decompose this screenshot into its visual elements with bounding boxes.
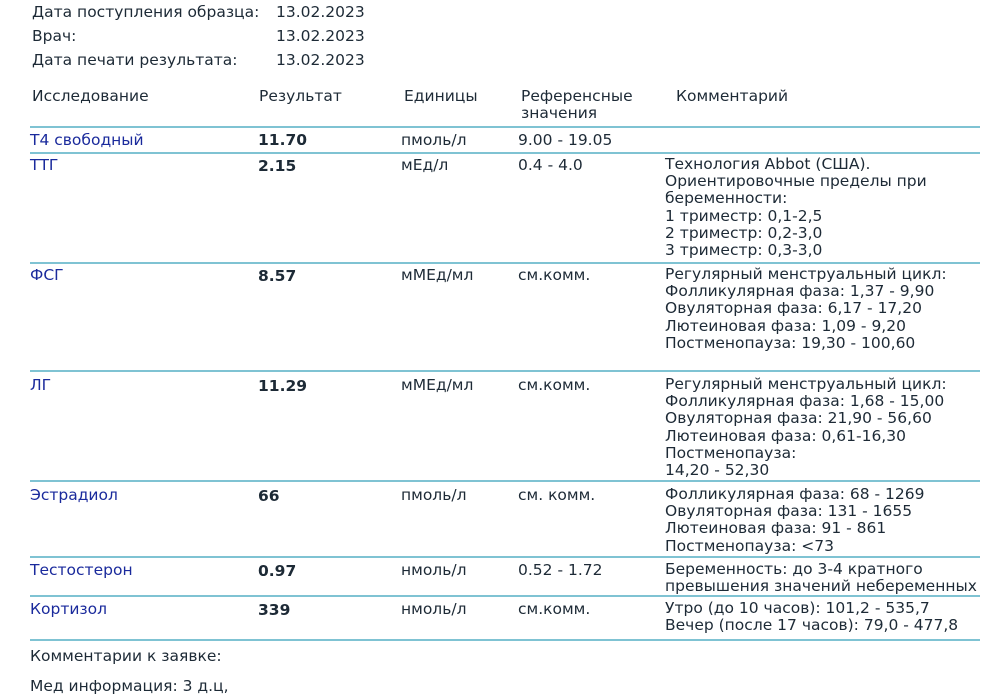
test-name: Т4 свободный: [30, 131, 144, 149]
comment-line: Постменопауза:: [665, 443, 797, 462]
comment-line: Фолликулярная фаза: 1,68 - 15,00: [665, 392, 945, 411]
col-header-reference-line1: Референсные: [521, 87, 633, 105]
print-date-value: 13.02.2023: [276, 51, 365, 69]
separator-line: [30, 262, 980, 264]
comment-line: Регулярный менструальный цикл:: [665, 375, 947, 393]
comment-line: Лютеиновая фаза: 0,61-16,30: [665, 426, 906, 445]
test-reference: см.комм.: [518, 600, 591, 618]
separator-line: [30, 126, 980, 128]
test-name: Эстрадиол: [30, 486, 118, 504]
test-comment: [665, 156, 927, 259]
test-result: 11.70: [258, 131, 308, 149]
col-header-units: Единицы: [404, 87, 478, 105]
test-reference: см.комм.: [518, 266, 591, 284]
col-header-result: Результат: [259, 87, 342, 105]
comment-line: 14,20 - 52,30: [665, 461, 770, 480]
test-comment: [665, 486, 924, 555]
col-header-comment: Комментарий: [676, 87, 789, 105]
test-unit: нмоль/л: [401, 600, 467, 618]
test-unit: мМЕд/мл: [401, 376, 474, 394]
comment-line: Лютеиновая фаза: 91 - 861: [665, 519, 887, 538]
comment-line: Беременность: до 3-4 кратного: [665, 560, 923, 578]
test-comment: [665, 561, 977, 595]
test-result: 66: [258, 487, 280, 505]
comment-line: Овуляторная фаза: 21,90 - 56,60: [665, 409, 932, 428]
comment-line: Фолликулярная фаза: 1,37 - 9,90: [665, 282, 935, 301]
comment-line: 1 триместр: 0,1-2,5: [665, 206, 823, 225]
print-date-label: Дата печати результата:: [32, 51, 238, 69]
test-comment: [665, 600, 958, 634]
comment-line: 2 триместр: 0,2-3,0: [665, 223, 823, 242]
comment-line: Постменопауза: <73: [665, 536, 834, 555]
test-name: ТТГ: [30, 156, 59, 174]
test-unit: нмоль/л: [401, 561, 467, 579]
test-reference: 0.4 - 4.0: [518, 156, 583, 174]
comment-line: Фолликулярная фаза: 68 - 1269: [665, 485, 925, 503]
comment-line: Вечер (после 17 часов): 79,0 - 477,8: [665, 616, 959, 635]
comment-line: Утро (до 10 часов): 101,2 - 535,7: [665, 599, 930, 617]
test-result: 8.57: [258, 267, 297, 285]
separator-line: [30, 480, 980, 482]
col-header-reference-line2: значения: [521, 104, 598, 122]
test-reference: 0.52 - 1.72: [518, 561, 603, 579]
test-result: 2.15: [258, 157, 297, 175]
med-info: Мед информация: 3 д.ц,: [30, 677, 229, 695]
comment-line: Овуляторная фаза: 131 - 1655: [665, 502, 913, 521]
comment-line: Ориентировочные пределы при: [665, 172, 927, 191]
test-name: Кортизол: [30, 600, 108, 618]
test-comment: [665, 266, 947, 352]
separator-line: [30, 152, 980, 154]
comment-line: Технология Abbot (США).: [665, 155, 871, 173]
test-unit: мМЕд/мл: [401, 266, 474, 284]
test-reference: см.комм.: [518, 376, 591, 394]
request-comments-label: Комментарии к заявке:: [30, 647, 222, 665]
test-unit: мЕд/л: [401, 156, 449, 174]
comment-line: Овуляторная фаза: 6,17 - 17,20: [665, 299, 922, 318]
test-comment: [665, 376, 947, 479]
doctor-label: Врач:: [32, 27, 77, 45]
test-name: Тестостерон: [30, 561, 133, 579]
sample-date-value: 13.02.2023: [276, 3, 365, 21]
comment-line: превышения значений небеременных: [665, 577, 977, 596]
separator-line: [30, 556, 980, 558]
col-header-test: Исследование: [32, 87, 149, 105]
test-result: 11.29: [258, 377, 308, 395]
test-name: ФСГ: [30, 266, 64, 284]
test-unit: пмоль/л: [401, 486, 467, 504]
sample-date-label: Дата поступления образца:: [32, 3, 260, 21]
test-reference: см. комм.: [518, 486, 596, 504]
test-name: ЛГ: [30, 376, 52, 394]
col-header-reference: [521, 88, 633, 122]
comment-line: 3 триместр: 0,3-3,0: [665, 241, 823, 260]
comment-line: Постменопауза: 19,30 - 100,60: [665, 333, 916, 352]
separator-line: [30, 370, 980, 372]
separator-line: [30, 639, 980, 641]
comment-line: беременности:: [665, 189, 788, 208]
comment-line: Регулярный менструальный цикл:: [665, 265, 947, 283]
test-result: 339: [258, 601, 291, 619]
test-reference: 9.00 - 19.05: [518, 131, 613, 149]
test-unit: пмоль/л: [401, 131, 467, 149]
doctor-value: 13.02.2023: [276, 27, 365, 45]
test-result: 0.97: [258, 562, 297, 580]
comment-line: Лютеиновая фаза: 1,09 - 9,20: [665, 316, 906, 335]
